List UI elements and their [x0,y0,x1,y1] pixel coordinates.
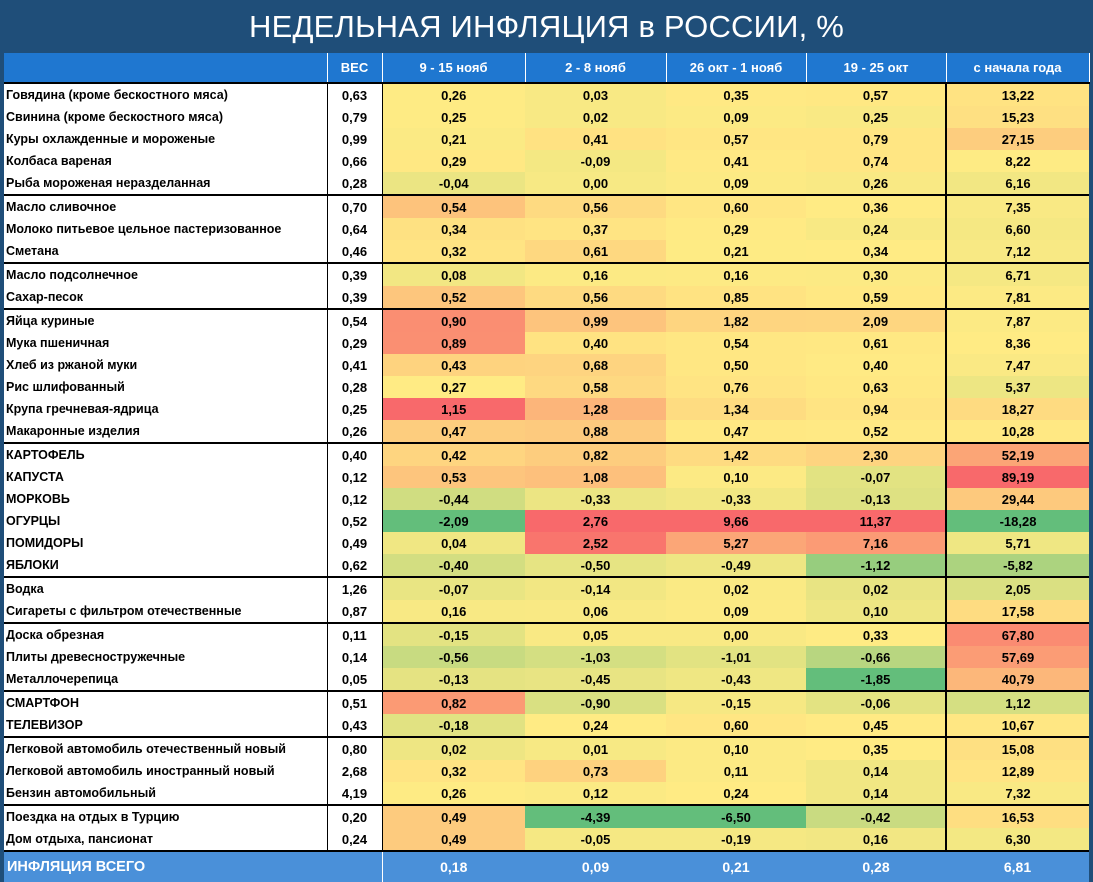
value-cell: 0,54 [382,195,525,218]
row-label: ТЕЛЕВИЗОР [4,714,327,737]
page-title: НЕДЕЛЬНАЯ ИНФЛЯЦИЯ в РОССИИ, % [249,9,844,44]
row-label: Металлочерепица [4,668,327,691]
weight-cell: 1,26 [327,577,382,600]
table-row [4,286,1089,309]
value-cell: 0,04 [382,532,525,554]
weight-cell: 0,39 [327,263,382,286]
value-cell: -6,50 [666,805,806,828]
total-label: ИНФЛЯЦИЯ ВСЕГО [4,851,327,882]
value-cell: 6,30 [946,828,1089,851]
row-label: Свинина (кроме бескостного мяса) [4,106,327,128]
weight-cell: 0,39 [327,286,382,309]
value-cell: 0,02 [666,577,806,600]
value-cell: -0,40 [382,554,525,577]
weight-cell: 0,62 [327,554,382,577]
value-cell: 0,02 [806,577,946,600]
row-label: ЯБЛОКИ [4,554,327,577]
value-cell: 0,47 [666,420,806,443]
row-label: ОГУРЦЫ [4,510,327,532]
value-cell: 0,59 [806,286,946,309]
value-cell: 0,30 [806,263,946,286]
value-cell: 0,40 [806,354,946,376]
table-row [4,510,1089,532]
value-cell: 0,58 [525,376,666,398]
table-row [4,240,1089,263]
table-row [4,691,1089,714]
value-cell: 0,29 [382,150,525,172]
weight-cell: 0,52 [327,510,382,532]
weight-cell: 0,25 [327,398,382,420]
value-cell: 52,19 [946,443,1089,466]
value-cell: -0,15 [666,691,806,714]
value-cell: -1,85 [806,668,946,691]
value-cell: 0,61 [806,332,946,354]
table-row [4,83,1089,106]
value-cell: 0,29 [666,218,806,240]
value-cell: 0,54 [666,332,806,354]
weight-cell: 0,51 [327,691,382,714]
table-row [4,150,1089,172]
value-cell: 8,22 [946,150,1089,172]
value-cell: -5,82 [946,554,1089,577]
value-cell: 0,25 [806,106,946,128]
value-cell: 2,52 [525,532,666,554]
value-cell: -0,14 [525,577,666,600]
weight-cell: 0,12 [327,466,382,488]
weight-cell: 0,12 [327,488,382,510]
value-cell: 9,66 [666,510,806,532]
value-cell: -0,33 [525,488,666,510]
value-cell: 5,37 [946,376,1089,398]
weight-cell: 0,63 [327,83,382,106]
value-cell: 0,63 [806,376,946,398]
value-cell: 0,01 [525,737,666,760]
value-cell: 0,26 [382,83,525,106]
total-value-cell: 6,81 [946,851,1089,882]
row-label: Легковой автомобиль иностранный новый [4,760,327,782]
value-cell: 5,71 [946,532,1089,554]
weight-cell: 0,64 [327,218,382,240]
value-cell: -0,56 [382,646,525,668]
row-label: Рис шлифованный [4,376,327,398]
value-cell: 1,82 [666,309,806,332]
header-row [4,53,1089,83]
value-cell: 0,88 [525,420,666,443]
value-cell: -2,09 [382,510,525,532]
weight-cell: 0,66 [327,150,382,172]
value-cell: 0,43 [382,354,525,376]
value-cell: 13,22 [946,83,1089,106]
row-label: СМАРТФОН [4,691,327,714]
table-row [4,376,1089,398]
value-cell: 0,99 [525,309,666,332]
value-cell: 0,56 [525,286,666,309]
table-row [4,195,1089,218]
value-cell: 5,27 [666,532,806,554]
value-cell: 0,26 [806,172,946,195]
row-label: Плиты древесностружечные [4,646,327,668]
total-value-cell: 0,21 [666,851,806,882]
inflation-table [4,53,1090,882]
value-cell: 0,00 [666,623,806,646]
table-row [4,466,1089,488]
weight-cell: 0,46 [327,240,382,263]
total-weight-cell [327,851,382,882]
row-label: Крупа гречневая-ядрица [4,398,327,420]
table-row [4,668,1089,691]
value-cell: 0,57 [666,128,806,150]
weight-cell: 0,28 [327,376,382,398]
table-body [4,83,1089,882]
weight-cell: 0,99 [327,128,382,150]
value-cell: -0,05 [525,828,666,851]
value-cell: 0,50 [666,354,806,376]
weight-cell: 0,80 [327,737,382,760]
table-row [4,554,1089,577]
table-row [4,443,1089,466]
total-value-cell: 0,28 [806,851,946,882]
column-header: с начала года [946,53,1089,83]
weight-cell: 0,41 [327,354,382,376]
value-cell: 6,60 [946,218,1089,240]
value-cell: 7,16 [806,532,946,554]
value-cell: -0,49 [666,554,806,577]
value-cell: 0,52 [806,420,946,443]
total-row [4,851,1089,882]
column-header: ВЕС [327,53,382,83]
value-cell: -0,19 [666,828,806,851]
value-cell: 1,28 [525,398,666,420]
value-cell: 0,34 [806,240,946,263]
table-row [4,828,1089,851]
weight-cell: 0,26 [327,420,382,443]
value-cell: 2,30 [806,443,946,466]
value-cell: 2,05 [946,577,1089,600]
value-cell: 0,24 [666,782,806,805]
value-cell: 0,60 [666,714,806,737]
table-row [4,218,1089,240]
table-row [4,714,1089,737]
value-cell: 0,05 [525,623,666,646]
row-label: Мука пшеничная [4,332,327,354]
column-header: 19 - 25 окт [806,53,946,83]
weight-cell: 0,29 [327,332,382,354]
value-cell: -1,12 [806,554,946,577]
value-cell: 0,16 [806,828,946,851]
row-label: Поездка на отдых в Турцию [4,805,327,828]
value-cell: 0,45 [806,714,946,737]
row-label: Доска обрезная [4,623,327,646]
value-cell: -0,07 [382,577,525,600]
value-cell: 29,44 [946,488,1089,510]
value-cell: 10,67 [946,714,1089,737]
value-cell: 0,34 [382,218,525,240]
weight-cell: 0,28 [327,172,382,195]
table-row [4,172,1089,195]
value-cell: 0,12 [525,782,666,805]
value-cell: 6,16 [946,172,1089,195]
value-cell: 0,26 [382,782,525,805]
table-row [4,805,1089,828]
weight-cell: 0,79 [327,106,382,128]
weight-cell: 4,19 [327,782,382,805]
value-cell: 0,49 [382,828,525,851]
weight-cell: 0,43 [327,714,382,737]
value-cell: 0,36 [806,195,946,218]
value-cell: 0,08 [382,263,525,286]
value-cell: 1,15 [382,398,525,420]
value-cell: 2,09 [806,309,946,332]
value-cell: 0,41 [525,128,666,150]
value-cell: 0,82 [382,691,525,714]
value-cell: -4,39 [525,805,666,828]
value-cell: 11,37 [806,510,946,532]
table-row [4,309,1089,332]
value-cell: 0,74 [806,150,946,172]
value-cell: 0,79 [806,128,946,150]
weight-cell: 0,49 [327,532,382,554]
value-cell: 7,81 [946,286,1089,309]
value-cell: 0,76 [666,376,806,398]
value-cell: 0,89 [382,332,525,354]
weight-cell: 0,54 [327,309,382,332]
row-label: Хлеб из ржаной муки [4,354,327,376]
table-row [4,532,1089,554]
value-cell: -0,18 [382,714,525,737]
table-row [4,488,1089,510]
table-row [4,128,1089,150]
value-cell: 0,16 [525,263,666,286]
weight-cell: 0,70 [327,195,382,218]
value-cell: 0,10 [806,600,946,623]
value-cell: 12,89 [946,760,1089,782]
weight-cell: 0,11 [327,623,382,646]
row-label: Яйца куриные [4,309,327,332]
value-cell: 0,10 [666,737,806,760]
value-cell: -1,01 [666,646,806,668]
value-cell: 7,12 [946,240,1089,263]
value-cell: 0,03 [525,83,666,106]
value-cell: 0,53 [382,466,525,488]
value-cell: 0,21 [382,128,525,150]
value-cell: 0,21 [666,240,806,263]
value-cell: 0,16 [382,600,525,623]
value-cell: 0,16 [666,263,806,286]
row-label: Водка [4,577,327,600]
value-cell: 10,28 [946,420,1089,443]
value-cell: 0,11 [666,760,806,782]
row-label: КАРТОФЕЛЬ [4,443,327,466]
value-cell: 7,47 [946,354,1089,376]
value-cell: 1,12 [946,691,1089,714]
column-header: 26 окт - 1 нояб [666,53,806,83]
row-label: Молоко питьевое цельное пастеризованное [4,218,327,240]
table-row [4,623,1089,646]
value-cell: 0,60 [666,195,806,218]
value-cell: -0,90 [525,691,666,714]
value-cell: -0,09 [525,150,666,172]
value-cell: 0,02 [382,737,525,760]
table-row [4,420,1089,443]
weight-cell: 0,05 [327,668,382,691]
value-cell: 7,32 [946,782,1089,805]
value-cell: -0,44 [382,488,525,510]
row-label: Куры охлажденные и мороженые [4,128,327,150]
row-label: Сметана [4,240,327,263]
value-cell: -0,50 [525,554,666,577]
row-label: ПОМИДОРЫ [4,532,327,554]
value-cell: -0,13 [806,488,946,510]
table-row [4,354,1089,376]
value-cell: -0,33 [666,488,806,510]
value-cell: 27,15 [946,128,1089,150]
value-cell: 0,61 [525,240,666,263]
row-label: Масло сливочное [4,195,327,218]
value-cell: 0,24 [806,218,946,240]
table-row [4,782,1089,805]
value-cell: 0,24 [525,714,666,737]
value-cell: 1,08 [525,466,666,488]
value-cell: 0,06 [525,600,666,623]
value-cell: 0,68 [525,354,666,376]
weight-cell: 2,68 [327,760,382,782]
value-cell: -0,07 [806,466,946,488]
value-cell: 8,36 [946,332,1089,354]
weight-cell: 0,40 [327,443,382,466]
table-row [4,760,1089,782]
value-cell: 0,37 [525,218,666,240]
value-cell: 7,87 [946,309,1089,332]
value-cell: -0,06 [806,691,946,714]
row-label: Говядина (кроме бескостного мяса) [4,83,327,106]
value-cell: 0,10 [666,466,806,488]
value-cell: -0,66 [806,646,946,668]
column-header: 2 - 8 нояб [525,53,666,83]
value-cell: -1,03 [525,646,666,668]
value-cell: 7,35 [946,195,1089,218]
value-cell: 0,49 [382,805,525,828]
value-cell: 57,69 [946,646,1089,668]
table-row [4,646,1089,668]
value-cell: 1,34 [666,398,806,420]
row-label: МОРКОВЬ [4,488,327,510]
value-cell: 0,42 [382,443,525,466]
value-cell: 0,47 [382,420,525,443]
value-cell: 0,82 [525,443,666,466]
value-cell: -0,13 [382,668,525,691]
column-header [4,53,327,83]
row-label: Макаронные изделия [4,420,327,443]
table-row [4,398,1089,420]
value-cell: 17,58 [946,600,1089,623]
value-cell: 0,52 [382,286,525,309]
value-cell: 15,08 [946,737,1089,760]
weight-cell: 0,24 [327,828,382,851]
table-row [4,600,1089,623]
table-row [4,577,1089,600]
column-header: 9 - 15 нояб [382,53,525,83]
value-cell: -0,45 [525,668,666,691]
value-cell: 0,14 [806,782,946,805]
total-value-cell: 0,09 [525,851,666,882]
value-cell: 0,90 [382,309,525,332]
row-label: Дом отдыха, пансионат [4,828,327,851]
value-cell: 0,27 [382,376,525,398]
value-cell: 40,79 [946,668,1089,691]
value-cell: 0,57 [806,83,946,106]
table-row [4,263,1089,286]
value-cell: 0,32 [382,760,525,782]
total-value-cell: 0,18 [382,851,525,882]
value-cell: 0,35 [806,737,946,760]
value-cell: 0,94 [806,398,946,420]
value-cell: 0,35 [666,83,806,106]
value-cell: -0,43 [666,668,806,691]
weight-cell: 0,14 [327,646,382,668]
row-label: Сигареты с фильтром отечественные [4,600,327,623]
table-row [4,106,1089,128]
value-cell: 0,73 [525,760,666,782]
row-label: Масло подсолнечное [4,263,327,286]
row-label: Сахар-песок [4,286,327,309]
value-cell: -0,04 [382,172,525,195]
value-cell: -0,15 [382,623,525,646]
value-cell: 89,19 [946,466,1089,488]
value-cell: 1,42 [666,443,806,466]
value-cell: 2,76 [525,510,666,532]
value-cell: -0,42 [806,805,946,828]
value-cell: 18,27 [946,398,1089,420]
inflation-table-container [4,53,1089,879]
value-cell: 0,14 [806,760,946,782]
value-cell: 15,23 [946,106,1089,128]
value-cell: 0,09 [666,600,806,623]
value-cell: 0,56 [525,195,666,218]
value-cell: 0,09 [666,172,806,195]
value-cell: 0,41 [666,150,806,172]
value-cell: 67,80 [946,623,1089,646]
row-label: КАПУСТА [4,466,327,488]
row-label: Легковой автомобиль отечественный новый [4,737,327,760]
value-cell: 0,32 [382,240,525,263]
value-cell: 0,09 [666,106,806,128]
value-cell: 0,85 [666,286,806,309]
row-label: Рыба мороженая неразделанная [4,172,327,195]
value-cell: 0,40 [525,332,666,354]
weight-cell: 0,20 [327,805,382,828]
row-label: Бензин автомобильный [4,782,327,805]
row-label: Колбаса вареная [4,150,327,172]
value-cell: 0,02 [525,106,666,128]
value-cell: 0,00 [525,172,666,195]
table-row [4,332,1089,354]
weight-cell: 0,87 [327,600,382,623]
value-cell: 0,33 [806,623,946,646]
value-cell: 0,25 [382,106,525,128]
value-cell: 6,71 [946,263,1089,286]
value-cell: 16,53 [946,805,1089,828]
table-row [4,737,1089,760]
value-cell: -18,28 [946,510,1089,532]
